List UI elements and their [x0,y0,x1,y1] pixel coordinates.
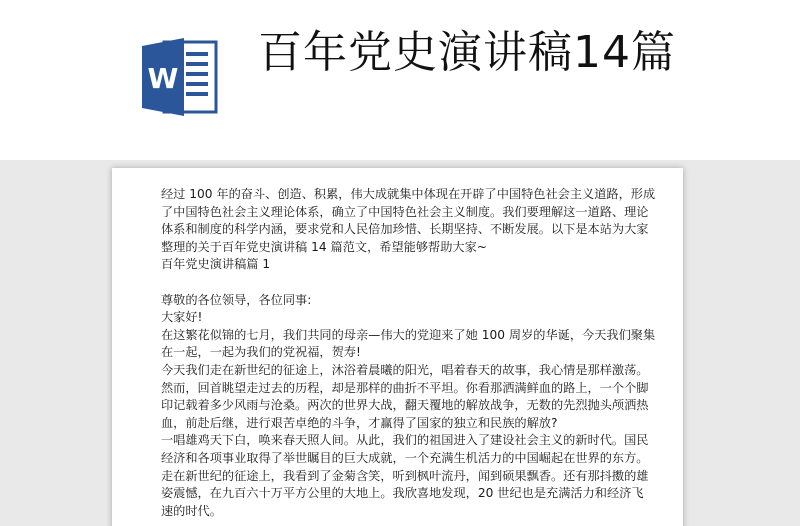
document-viewer[interactable] [0,160,800,526]
word-document-icon [140,36,218,118]
body-line: 经济和各项事业取得了举世瞩目的巨大成就，一个充满生机活力的中国崛起在世界的东方。 [161,450,649,465]
header [0,0,800,160]
document-body [161,186,656,520]
body-line: 走在新世纪的征途上，我看到了金菊含笑，听到枫叶流丹，闻到硕果飘香。还有那抖擞的雄 [161,468,649,483]
body-line: 印记载着多少风雨与沧桑。两次的世界大战，翻天覆地的解放战争，无数的先烈抛头颅洒热 [161,398,649,413]
body-line: 在一起，一起为我们的党祝福，贺寿! [161,345,361,360]
body-line: 一唱雄鸡天下白，唤来春天照人间。从此，我们的祖国进入了建设社会主义的新时代。国民 [161,433,649,448]
intro-line: 了中国特色社会主义理论体系，确立了中国特色社会主义制度。我们要理解这一道路、理论 [161,204,649,219]
svg-text:W: W [147,62,179,95]
page-title: 百年党史演讲稿14篇 [258,27,676,78]
intro-line: 经过 100 年的奋斗、创造、积累，伟大成就集中体现在开辟了中国特色社会主义道路，形成 [161,187,656,201]
body-line: 今天我们走在新世纪的征途上，沐浴着晨曦的阳光，唱着春天的故事，我心情是那样激荡。 [161,362,649,377]
intro-line: 整理的关于百年党史演讲稿 14 篇范文，希望能够帮助大家~ [161,239,487,254]
section-title: 百年党史演讲稿篇 1 [161,257,271,272]
body-line: 血，前赴后继，进行艰苦卓绝的斗争，才赢得了国家的独立和民族的解放? [161,415,558,430]
body-line: 速的时代。 [161,503,222,518]
intro-line: 体系和制度的科学内涵，要求党和人民倍加珍惜、长期坚持、不断发展。以下是本站为大家 [161,222,649,237]
blank-line [161,274,645,292]
body-line: 然而，回首眺望走过去的历程，却是那样的曲折不平坦。你看那洒满鲜血的路上，一个个脚 [161,380,649,395]
body-line: 大家好! [161,310,203,325]
document-page [112,168,683,526]
body-line: 在这繁花似锦的七月，我们共同的母亲—伟大的党迎来了她 100 周岁的华诞，今天我们聚集 [161,327,656,342]
body-line: 姿震憾，在九百六十万平方公里的大地上。我欣喜地发现，20 世纪也是充满活力和经济飞 [161,486,644,501]
body-line: 尊敬的各位领导，各位同事: [161,292,312,307]
